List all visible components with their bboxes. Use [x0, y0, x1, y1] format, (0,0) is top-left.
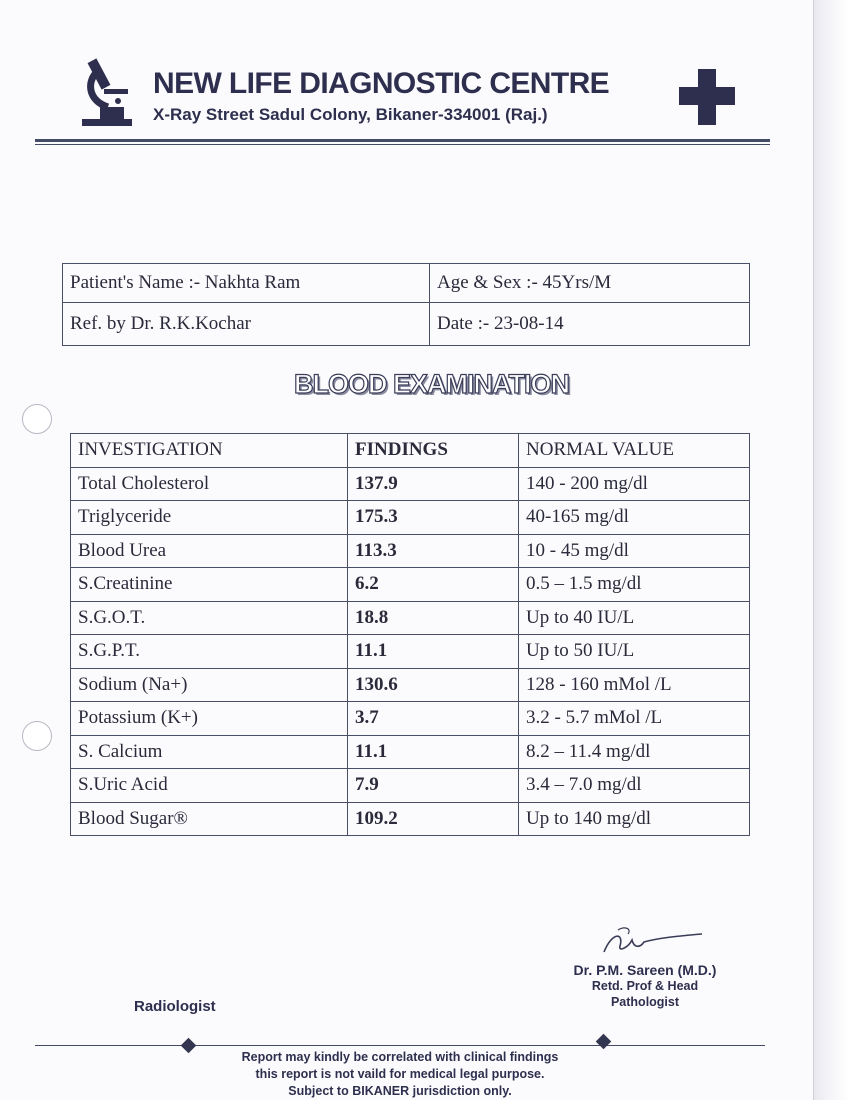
patient-info-table — [62, 263, 750, 346]
footer-line-3: Subject to BIKANER jurisdiction only. — [288, 1084, 512, 1098]
signatory-block — [540, 962, 750, 1010]
footer-diamond-right — [596, 1034, 612, 1050]
test-normal: 8.2 – 11.4 mg/dl — [519, 735, 750, 769]
test-normal: 40-165 mg/dl — [519, 501, 750, 535]
header-normal-value: NORMAL VALUE — [519, 434, 750, 468]
table-row — [71, 735, 750, 769]
lab-name: NEW LIFE DIAGNOSTIC CENTRE — [153, 67, 610, 100]
page-edge — [813, 0, 850, 1100]
radiologist-label: Radiologist — [134, 998, 216, 1015]
test-name: S.Uric Acid — [71, 769, 348, 803]
footer-disclaimer — [190, 1049, 610, 1100]
test-normal: 3.4 – 7.0 mg/dl — [519, 769, 750, 803]
test-finding: 3.7 — [348, 702, 519, 736]
test-name: Triglyceride — [71, 501, 348, 535]
signatory-title: Retd. Prof & Head — [591, 979, 699, 993]
medical-cross-icon — [678, 67, 738, 127]
table-row — [71, 668, 750, 702]
test-name: S.G.P.T. — [71, 635, 348, 669]
table-row — [71, 601, 750, 635]
test-name: Blood Sugar® — [71, 802, 348, 836]
header-findings: FINDINGS — [348, 434, 519, 468]
punch-hole-bottom — [22, 721, 52, 751]
table-row — [71, 802, 750, 836]
signatory-role: Pathologist — [610, 995, 680, 1009]
results-header-row — [71, 434, 750, 468]
test-normal: 3.2 - 5.7 mMol /L — [519, 702, 750, 736]
test-finding: 11.1 — [348, 735, 519, 769]
test-finding: 7.9 — [348, 769, 519, 803]
referred-by: Ref. by Dr. R.K.Kochar — [63, 303, 430, 346]
table-row — [71, 501, 750, 535]
test-name: S.Creatinine — [71, 568, 348, 602]
test-finding: 137.9 — [348, 467, 519, 501]
header-investigation: INVESTIGATION — [71, 434, 348, 468]
table-row — [71, 635, 750, 669]
header-rule-bottom — [35, 144, 770, 145]
report-title: BLOOD EXAMINATION — [294, 369, 569, 399]
test-finding: 18.8 — [348, 601, 519, 635]
table-row — [71, 702, 750, 736]
punch-hole-top — [22, 404, 52, 434]
test-normal: Up to 50 IU/L — [519, 635, 750, 669]
test-name: S.G.O.T. — [71, 601, 348, 635]
table-row — [71, 769, 750, 803]
table-row — [71, 467, 750, 501]
report-date: Date :- 23-08-14 — [430, 303, 750, 346]
table-row — [71, 568, 750, 602]
test-name: Blood Urea — [71, 534, 348, 568]
test-finding: 175.3 — [348, 501, 519, 535]
signatory-name: Dr. P.M. Sareen (M.D.) — [573, 962, 717, 978]
test-normal: 10 - 45 mg/dl — [519, 534, 750, 568]
test-normal: 128 - 160 mMol /L — [519, 668, 750, 702]
test-name: Sodium (Na+) — [71, 668, 348, 702]
patient-name: Patient's Name :- Nakhta Ram — [63, 264, 430, 303]
test-finding: 11.1 — [348, 635, 519, 669]
footer-rule — [35, 1045, 765, 1046]
test-name: S. Calcium — [71, 735, 348, 769]
test-finding: 130.6 — [348, 668, 519, 702]
footer-line-2: this report is not vaild for medical legal purpose. — [255, 1067, 545, 1081]
age-sex: Age & Sex :- 45Yrs/M — [430, 264, 750, 303]
footer-line-1: Report may kindly be correlated with clinical findings — [241, 1050, 559, 1064]
test-name: Total Cholesterol — [71, 467, 348, 501]
test-normal: 0.5 – 1.5 mg/dl — [519, 568, 750, 602]
test-finding: 113.3 — [348, 534, 519, 568]
test-finding: 6.2 — [348, 568, 519, 602]
table-row — [71, 534, 750, 568]
test-finding: 109.2 — [348, 802, 519, 836]
letterhead — [78, 55, 748, 135]
microscope-icon — [78, 55, 136, 127]
results-table — [70, 433, 750, 836]
test-name: Potassium (K+) — [71, 702, 348, 736]
header-rule-top — [35, 139, 770, 142]
test-normal: Up to 140 mg/dl — [519, 802, 750, 836]
test-normal: Up to 40 IU/L — [519, 601, 750, 635]
signature-mark — [598, 922, 708, 962]
lab-address: X-Ray Street Sadul Colony, Bikaner-334001 (Raj.) — [153, 105, 548, 124]
test-normal: 140 - 200 mg/dl — [519, 467, 750, 501]
